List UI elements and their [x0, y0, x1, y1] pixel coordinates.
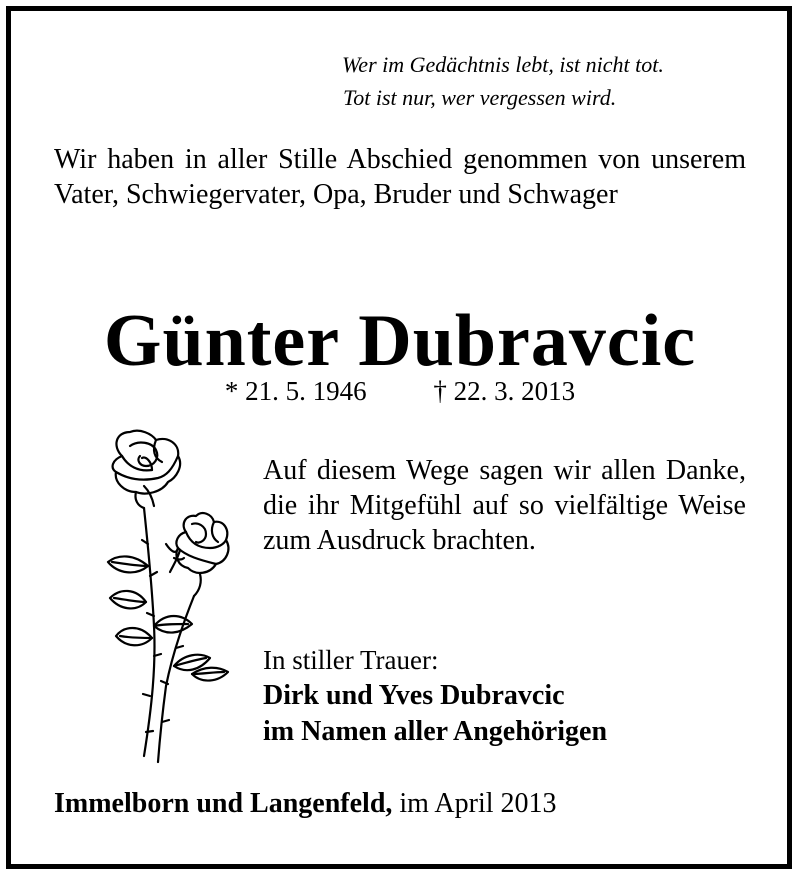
intro-text: Wir haben in aller Stille Abschied genommen von unserem Vater, Schwiegervater, Opa, Bruder und Schwager [54, 144, 746, 210]
signers-relatives: im Namen aller Angehörigen [263, 716, 608, 747]
rose-bloom-top-icon [113, 431, 180, 508]
deceased-name: Günter Dubravcic [103, 300, 697, 382]
death-date: † 22. 3. 2013 [433, 376, 576, 406]
quote-line-2: Tot ist nur, wer vergessen wird. [343, 85, 617, 110]
birth-date: * 21. 5. 1946 [224, 376, 367, 406]
memorial-quote [342, 48, 742, 114]
signers-block [263, 678, 746, 750]
place-text: Immelborn und Langenfeld, [54, 788, 393, 819]
mourning-label: In stiller Trauer: [263, 645, 439, 675]
quote-line-1: Wer im Gedächtnis lebt, ist nicht tot. [342, 52, 664, 77]
thanks-text: Auf diesem Wege sagen wir allen Danke, die ihr Mitgefühl auf so vielfältige Weise zum Ausdruck brachten. [263, 455, 746, 556]
obituary-content [18, 18, 782, 859]
date-text: im April 2013 [392, 788, 557, 819]
rose-illustration-icon [82, 426, 262, 776]
rose-bloom-lower-icon [166, 513, 228, 596]
life-dates [18, 374, 782, 408]
place-date-line [54, 786, 746, 822]
signers-names: Dirk und Yves Dubravcic [263, 680, 565, 711]
